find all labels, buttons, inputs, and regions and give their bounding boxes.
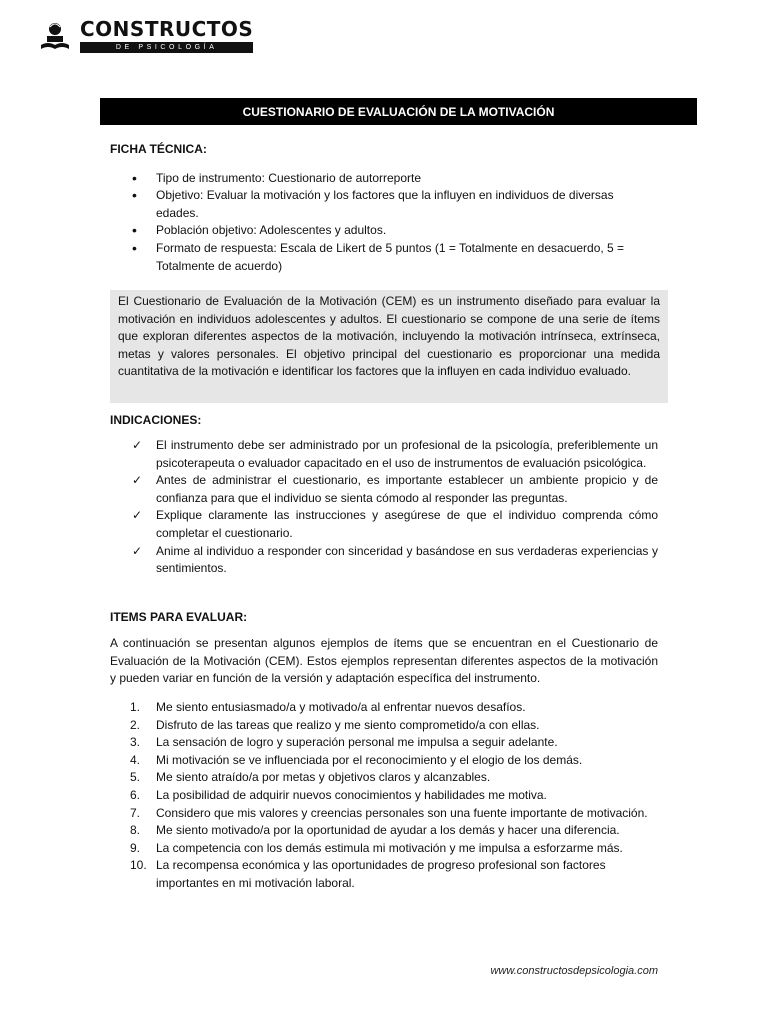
- item-text: Me siento entusiasmado/a y motivado/a al enfrentar nuevos desafíos.: [156, 700, 526, 714]
- item-row: [110, 857, 658, 892]
- item-row: [110, 699, 658, 717]
- brand-subtitle: DE PSICOLOGÍA: [80, 42, 253, 53]
- item-number: 8.: [130, 823, 141, 838]
- check-icon: ✓: [132, 438, 143, 452]
- item-text: La recompensa económica y las oportunidades de progreso profesional son factores importantes en mi motivación laboral.: [156, 858, 606, 890]
- ficha-item: • Tipo de instrumento: Cuestionario de autorreporte: [110, 170, 658, 188]
- item-text: Mi motivación se ve influenciada por el reconocimiento y el elogio de los demás.: [156, 752, 583, 767]
- item-number: 10.: [130, 858, 147, 873]
- item-number: 1.: [130, 700, 141, 714]
- indicaciones-heading: INDICACIONES:: [110, 413, 202, 427]
- item-row: [110, 840, 658, 858]
- indicacion-text: Explique claramente las instrucciones y asegúrese de que el individuo comprenda cómo completar el cuestionario.: [156, 508, 658, 540]
- footer-url[interactable]: www.constructosdepsicologia.com: [490, 965, 658, 977]
- item-number: 6.: [130, 787, 141, 802]
- item-text: La competencia con los demás estimula mi motivación y me impulsa a esforzarme más.: [156, 840, 623, 855]
- item-row: [110, 752, 658, 770]
- indicaciones-list: [110, 437, 658, 578]
- item-text: Me siento motivado/a por la oportunidad de ayudar a los demás y hacer una diferencia.: [156, 823, 620, 838]
- check-icon: ✓: [132, 543, 143, 558]
- item-row: [110, 717, 658, 735]
- brand-logo: [38, 18, 253, 53]
- indicacion-text: Antes de administrar el cuestionario, es importante establecer un ambiente propicio y de confianza para que el individuo se sienta cómodo al responder las preguntas.: [156, 473, 658, 505]
- item-row: [110, 822, 658, 840]
- ficha-item: • Formato de respuesta: Escala de Likert de 5 puntos (1 = Totalmente en desacuerdo, 5 = Totalmente de acuerdo): [110, 240, 658, 275]
- indicacion-item: [110, 472, 658, 507]
- ficha-heading: FICHA TÉCNICA:: [110, 142, 207, 156]
- item-row: [110, 734, 658, 752]
- items-list: [110, 699, 658, 893]
- ficha-item: • Objetivo: Evaluar la motivación y los factores que la influyen en individuos de diversas edades.: [110, 187, 658, 222]
- item-number: 3.: [130, 735, 141, 750]
- item-number: 7.: [130, 805, 141, 820]
- document-title: CUESTIONARIO DE EVALUACIÓN DE LA MOTIVACIÓN: [100, 98, 697, 125]
- indicacion-item: [110, 507, 658, 542]
- item-number: 4.: [130, 752, 141, 767]
- item-row: [110, 769, 658, 787]
- items-intro: A continuación se presentan algunos ejemplos de ítems que se encuentran en el Cuestionario de Evaluación de la Motivación (CEM). Estos ejemplos representan diferentes aspectos de la motivación y pueden variar en función de la versión y adaptación específica del instrumento.: [110, 636, 658, 686]
- indicacion-item: [110, 543, 658, 578]
- brain-reader-icon: [38, 19, 72, 53]
- ficha-list: [110, 170, 658, 276]
- item-row: [110, 805, 658, 823]
- item-row: [110, 787, 658, 805]
- ficha-item: • Población objetivo: Adolescentes y adultos.: [110, 222, 658, 240]
- item-text: La posibilidad de adquirir nuevos conocimientos y habilidades me motiva.: [156, 787, 547, 802]
- description-text: El Cuestionario de Evaluación de la Motivación (CEM) es un instrumento diseñado para evaluar la motivación en individuos adolescentes y adultos. El cuestionario se compone de una serie de ítems que exploran diferentes aspectos de la motivación, incluyendo la motivación intrínseca, extrínseca, metas y valores personales. El objetivo principal del cuestionario es proporcionar una medida cuantitativa de la motivación e identificar los factores que la influyen en cada individuo evaluado.: [118, 294, 660, 379]
- indicacion-item: [110, 437, 658, 472]
- items-heading: ITEMS PARA EVALUAR:: [110, 610, 248, 624]
- indicacion-text: El instrumento debe ser administrado por un profesional de la psicología, preferiblemente un psicoterapeuta o evaluador capacitado en el uso de instrumentos de evaluación psicológica.: [156, 438, 658, 470]
- item-number: 9.: [130, 840, 141, 855]
- item-number: 5.: [130, 770, 141, 785]
- item-text: La sensación de logro y superación personal me impulsa a seguir adelante.: [156, 735, 558, 750]
- item-text: Considero que mis valores y creencias personales son una fuente importante de motivación.: [156, 805, 648, 820]
- item-number: 2.: [130, 717, 141, 732]
- item-text: Disfruto de las tareas que realizo y me siento comprometido/a con ellas.: [156, 717, 540, 732]
- check-icon: ✓: [132, 508, 143, 523]
- description-box: [110, 290, 668, 403]
- brand-name: CONSTRUCTOS: [80, 17, 254, 41]
- indicacion-text: Anime al individuo a responder con sinceridad y basándose en sus verdaderas experiencias y sentimientos.: [156, 543, 658, 576]
- check-icon: ✓: [132, 473, 143, 488]
- ficha-section: [110, 141, 658, 275]
- item-text: Me siento atraído/a por metas y objetivos claros y alcanzables.: [156, 770, 491, 785]
